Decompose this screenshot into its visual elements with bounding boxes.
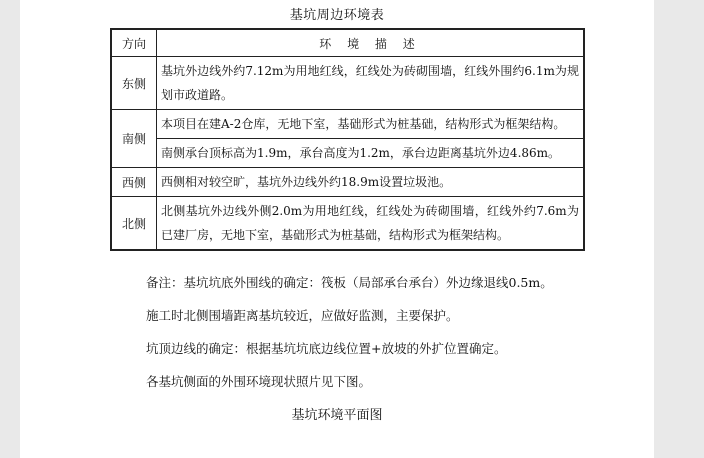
row-direction: 西侧	[111, 168, 157, 197]
note-photos: 各基坑侧面的外围环境现状照片见下图。	[146, 374, 372, 389]
header-direction: 方向	[111, 29, 157, 57]
document-page	[20, 0, 654, 458]
environment-table	[110, 28, 585, 251]
row-direction: 南侧	[111, 110, 157, 168]
description-paragraph: 本项目在建A-2仓库，无地下室，基础形式为桩基础，结构形式为框架结构。	[161, 117, 566, 131]
description-paragraph: 南侧承台顶标高为1.9m，承台高度为1.2m，承台边距离基坑外边4.86m。	[161, 146, 561, 160]
notes-section	[146, 274, 553, 406]
description-paragraph: 北侧基坑外边线外侧2.0m为用地红线，红线处为砖砌围墙，红线外约7.6m为已建厂房，无地下室，基础形式为桩基础，结构形式为框架结构。	[161, 204, 579, 242]
row-direction: 东侧	[111, 57, 157, 110]
table-title: 基坑周边环境表	[289, 8, 385, 23]
note-top-edge: 坑顶边线的确定：根据基坑坑底边线位置+放坡的外扩位置确定。	[146, 341, 507, 356]
table-header-row	[111, 29, 584, 57]
row-description	[157, 57, 585, 110]
table-row-east	[111, 57, 584, 110]
row-direction: 北侧	[111, 197, 157, 251]
description-paragraph: 基坑外边线外约7.12m为用地红线，红线处为砖砌围墙，红线外围约6.1m为规划市政道路。	[161, 64, 579, 102]
figure-caption: 基坑环境平面图	[291, 408, 383, 423]
table-row-west	[111, 168, 584, 197]
table-row-north	[111, 197, 584, 251]
description-paragraph: 西侧相对较空旷，基坑外边线外约18.9m设置垃圾池。	[161, 175, 452, 189]
row-description	[157, 168, 585, 197]
note-remark: 备注：基坑坑底外围线的确定：筏板（局部承台承台）外边缘退线0.5m。	[146, 275, 553, 290]
header-description: 环 境 描 述	[157, 29, 585, 57]
row-description	[157, 139, 585, 168]
table-row-south	[111, 110, 584, 139]
row-description	[157, 110, 585, 139]
note-monitoring: 施工时北侧围墙距离基坑较近，应做好监测，主要保护。	[146, 308, 459, 323]
row-description	[157, 197, 585, 251]
table-row-south-continued	[111, 139, 584, 168]
